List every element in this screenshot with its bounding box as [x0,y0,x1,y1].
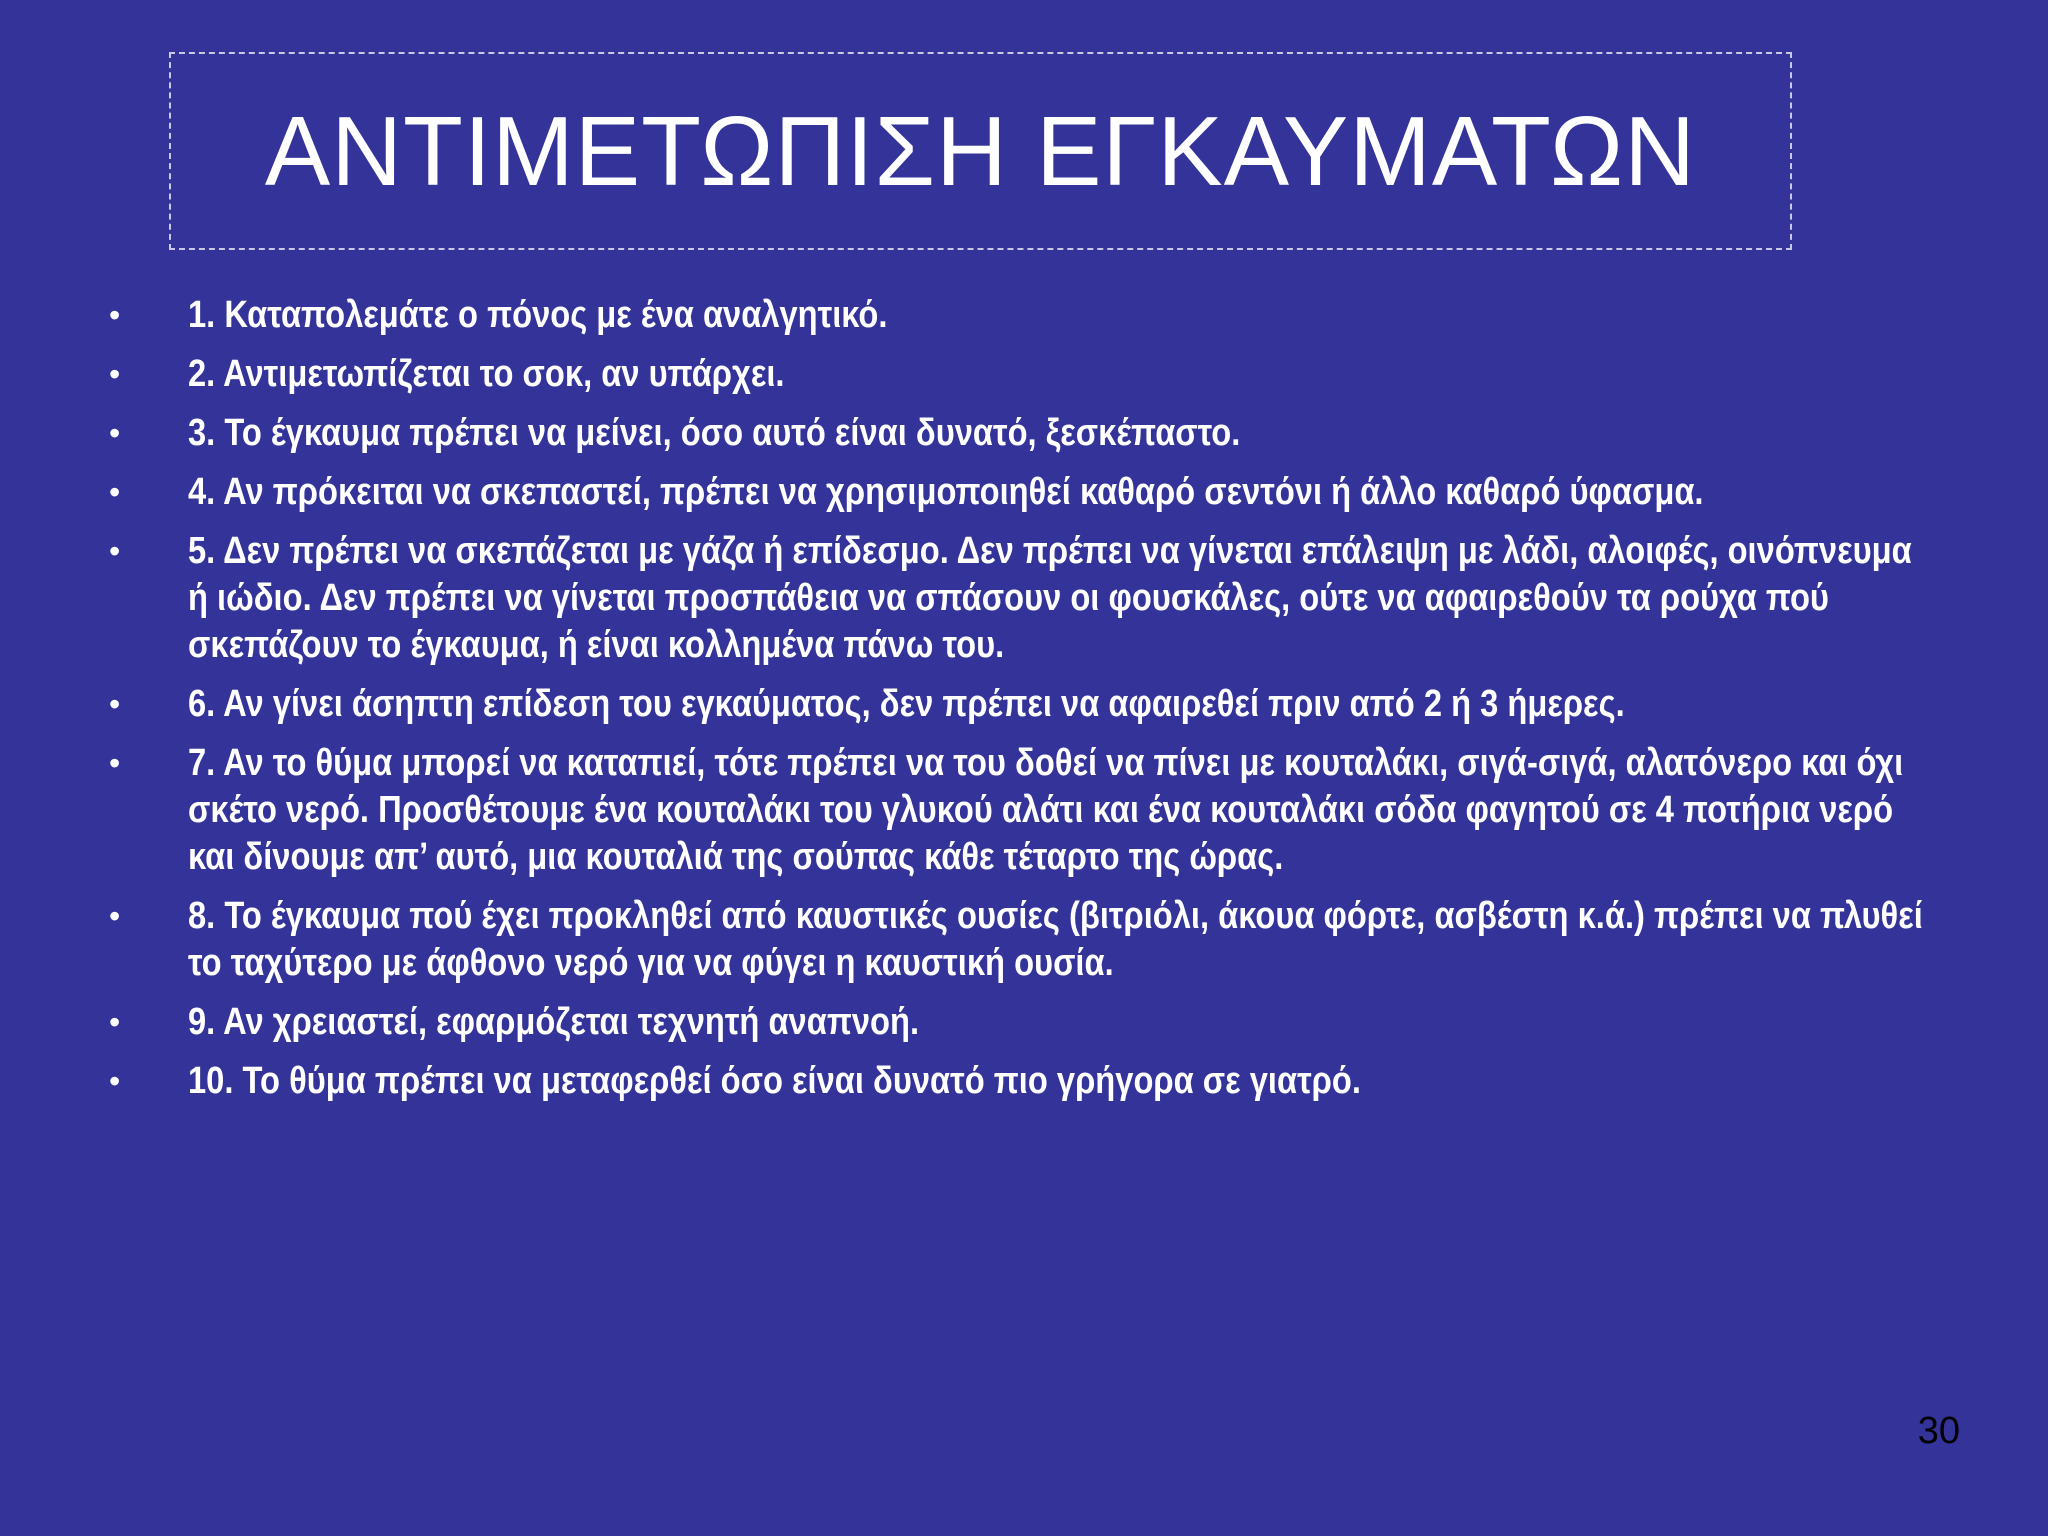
bullet-icon: • [109,898,121,934]
bullet-list [105,292,1923,1117]
bullet-text: 2. Αντιμετωπίζεται το σοκ, αν υπάρχει. [188,353,785,395]
bullet-icon: • [109,297,121,333]
bullet-icon: • [109,686,121,722]
bullet-text: 4. Αν πρόκειται να σκεπαστεί, πρέπει να χρησιμοποιηθεί καθαρό σεντόνι ή άλλο καθαρό ύφασμα. [188,471,1704,513]
bullet-item [105,740,1904,881]
bullet-icon: • [109,1004,121,1040]
page-number: 30 [1917,1410,1960,1452]
bullet-item [105,681,1895,728]
bullet-text: 5. Δεν πρέπει να σκεπάζεται με γάζα ή επίδεσμο. Δεν πρέπει να γίνεται επάλειψη με λάδι, αλοιφές, οινόπνευμα ή ιώδιο. Δεν πρέπει να γίνεται προσπάθεια να σπάσουν οι φουσκάλες, ούτε να αφαιρεθούν τα ρούχα πού σκεπάζουν το έγκαυμα, ή είναι κολλημένα πάνω του. [188,530,1912,666]
bullet-text: 9. Αν χρειαστεί, εφαρμόζεται τεχνητή αναπνοή. [188,1001,920,1043]
bullet-icon: • [109,533,121,569]
bullet-text: 3. Το έγκαυμα πρέπει να μείνει, όσο αυτό είναι δυνατό, ξεσκέπαστο. [188,412,1241,454]
bullet-icon: • [109,1063,121,1099]
bullet-item [105,999,1895,1046]
bullet-text: 1. Καταπολεμάτε ο πόνος με ένα αναλγητικό. [188,294,888,336]
bullet-text: 6. Αν γίνει άσηπτη επίδεση του εγκαύματος, δεν πρέπει να αφαιρεθεί πριν από 2 ή 3 ήμερες. [188,683,1625,725]
title-placeholder [169,52,1792,250]
bullet-icon: • [109,474,121,510]
slide-title: ΑΝΤΙΜΕΤΩΠΙΣΗ ΕΓΚΑΥΜΑΤΩΝ [264,95,1697,206]
bullet-item [105,351,1895,398]
bullet-item [105,893,1923,987]
bullet-item [105,292,1895,339]
bullet-text: 10. Το θύμα πρέπει να μεταφερθεί όσο είναι δυνατό πιο γρήγορα σε γιατρό. [188,1060,1361,1102]
bullet-item [105,410,1895,457]
bullet-item [105,528,1912,669]
bullet-text: 8. Το έγκαυμα πού έχει προκληθεί από καυστικές ουσίες (βιτριόλι, άκουα φόρτε, ασβέστη κ.ά.) πρέπει να πλυθεί το ταχύτερο με άφθονο νερό για να φύγει η καυστική ουσία. [188,895,1923,984]
bullet-item [105,469,1895,516]
bullet-item [105,1058,1895,1105]
bullet-text: 7. Αν το θύμα μπορεί να καταπιεί, τότε πρέπει να του δοθεί να πίνει με κουταλάκι, σιγά-σιγά, αλατόνερο και όχι σκέτο νερό. Προσθέτουμε ένα κουταλάκι του γλυκού αλάτι και ένα κουταλάκι σόδα φαγητού σε 4 ποτήρια νερό και δίνουμε απ’ αυτό, μια κουταλιά της σούπας κάθε τέταρτο της ώρας. [188,742,1904,878]
bullet-icon: • [109,745,121,781]
bullet-icon: • [109,415,121,451]
bullet-icon: • [109,356,121,392]
